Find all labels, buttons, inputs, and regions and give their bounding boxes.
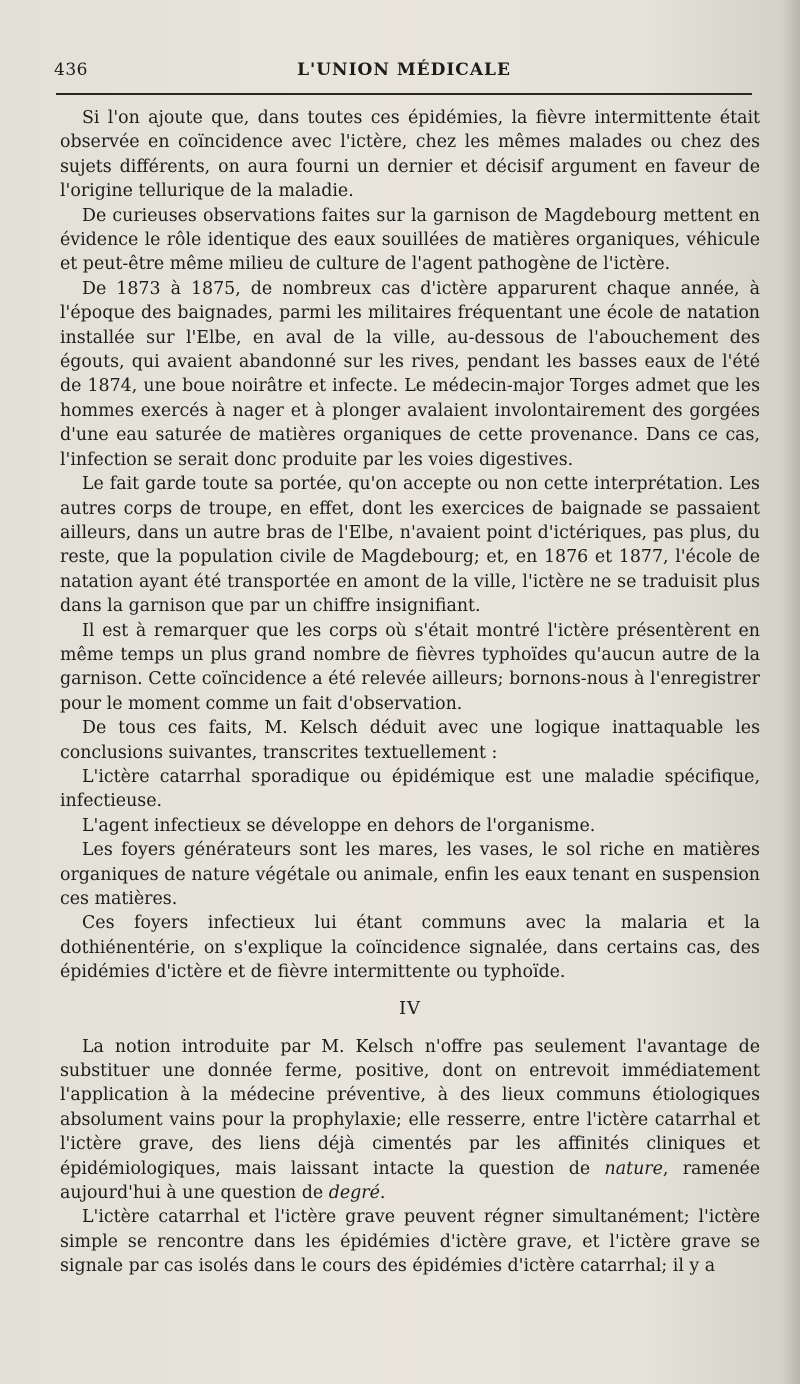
article-body bbox=[60, 106, 760, 1279]
paragraph: L'ictère catarrhal et l'ictère grave peuvent régner simultanément; l'ictère simple se rencontre dans les épidémies d'ictère grave, et l'ictère grave se signale par cas isolés dans le cours des épidémies d'ictère catarrhal; il y a bbox=[60, 1207, 760, 1277]
paragraph: De curieuses observations faites sur la garnison de Magdebourg mettent en évidence le rôle identique des eaux souillées de matières organiques, véhicule et peut-être même milieu de culture de l'agent pathogène de l'ictère. bbox=[60, 205, 760, 275]
italic-term: nature bbox=[604, 1158, 663, 1179]
paragraph: Le fait garde toute sa portée, qu'on accepte ou non cette interprétation. Les autres corps de troupe, en effet, dont les exercices de baignade se passaient ailleurs, dans un autre bras de l'Elbe, n'avaient point d'ictériques, pas plus, du reste, que la population civile de Magdebourg; et, en 1876 et 1877, l'école de natation ayant été transportée en amont de la ville, l'ictère ne se traduisit plus dans la garnison que par un chiffre insignifiant. bbox=[60, 474, 760, 617]
paragraph: Il est à remarquer que les corps où s'était montré l'ictère présentèrent en même temps un plus grand nombre de fièvres typhoïdes qu'aucun autre de la garnison. Cette coïncidence a été relevée ailleurs; bornons-nous à l'enregistrer pour le moment comme un fait d'observation. bbox=[60, 620, 760, 714]
header-rule bbox=[56, 93, 752, 95]
paragraph bbox=[60, 1035, 760, 1206]
paragraph: Si l'on ajoute que, dans toutes ces épidémies, la fièvre intermittente était observée en coïncidence avec l'ictère, chez les mêmes malades ou chez des sujets différents, on aura fourni un dernier et décisif argument en faveur de l'origine tellurique de la maladie. bbox=[60, 108, 760, 202]
running-header bbox=[54, 60, 754, 86]
section-heading: IV bbox=[398, 997, 422, 1019]
conclusion-paragraph: Les foyers générateurs sont les mares, les vases, le sol riche en matières organiques de nature végétale ou animale, enfin les eaux tenant en suspension ces matières. bbox=[60, 840, 760, 909]
italic-term: degré bbox=[328, 1183, 380, 1204]
paragraph-text: La notion introduite par M. Kelsch n'offre pas seulement l'avantage de substituer une donnée ferme, positive, dont on entrevoit immédiatement l'application à la médecine préventive, à des lieux communs étiologiques absolument vains pour la prophylaxie; elle resserre, entre l'ictère catarrhal et l'ictère grave, des liens déjà cimentés par les affinités cliniques et épidémiologiques, mais laissant intacte la question de bbox=[60, 1036, 760, 1179]
journal-title: L'UNION MÉDICALE bbox=[297, 60, 511, 80]
conclusion-paragraph: Ces foyers infectieux lui étant communs avec la malaria et la dothiénentérie, on s'explique la coïncidence signalée, dans certains cas, des épidémies d'ictère et de fièvre intermittente ou typhoïde. bbox=[60, 913, 760, 983]
paragraph-text: . bbox=[379, 1183, 386, 1204]
paragraph-text: , ramenée aujourd'hui à une question de bbox=[60, 1158, 760, 1204]
conclusion-paragraph: L'ictère catarrhal sporadique ou épidémique est une maladie spécifique, infectieuse. bbox=[60, 766, 760, 812]
paragraph: De 1873 à 1875, de nombreux cas d'ictère apparurent chaque année, à l'époque des baignades, parmi les militaires fréquentant une école de natation installée sur l'Elbe, en aval de la ville, au-dessous de l'abouchement des égouts, qui avaient abandonné sur les rives, pendant les basses eaux de l'été de 1874, une boue noirâtre et infecte. Le médecin-major Torges admet que les hommes exercés à nager et à plonger avalaient involontairement des gorgées d'une eau saturée de matières organiques de cette provenance. Dans ce cas, l'infection se serait donc produite par les voies digestives. bbox=[60, 278, 760, 470]
conclusion-paragraph: L'agent infectieux se développe en dehors de l'organisme. bbox=[82, 815, 596, 836]
page-number: 436 bbox=[54, 60, 88, 80]
paragraph: De tous ces faits, M. Kelsch déduit avec une logique inattaquable les conclusions suivantes, transcrites textuellement : bbox=[60, 718, 760, 763]
page-edge-shadow bbox=[782, 0, 800, 1384]
